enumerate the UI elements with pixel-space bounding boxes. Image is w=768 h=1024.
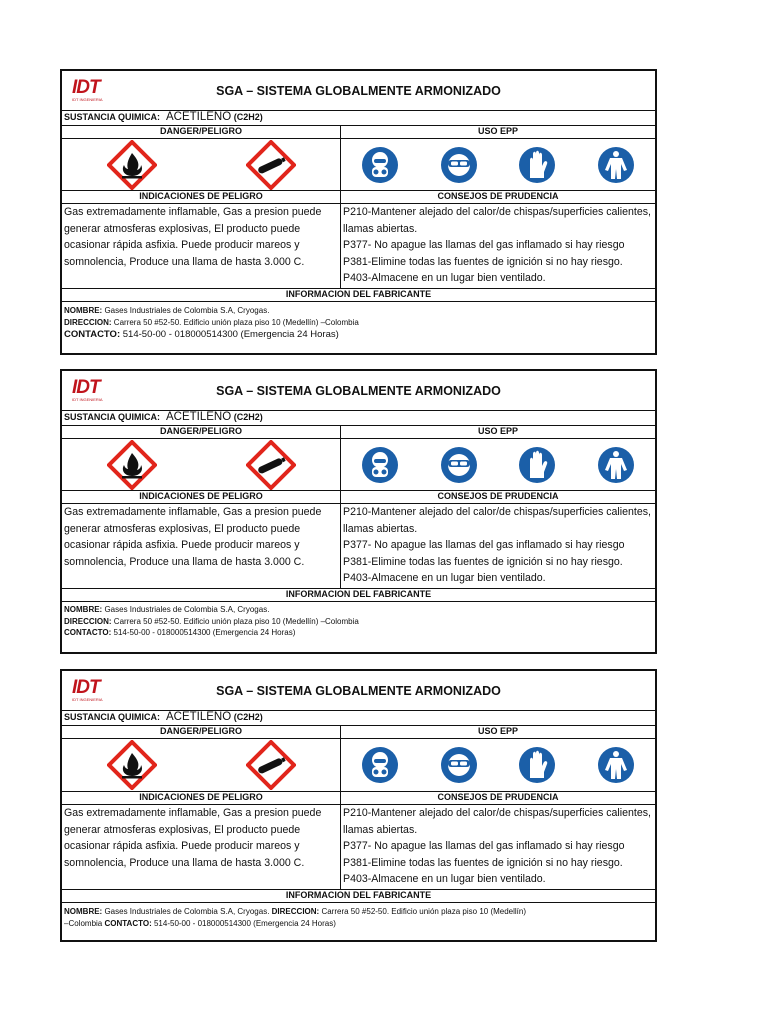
hazard-header: INDICACIONES DE PELIGRO (62, 491, 341, 503)
label-title: SGA – SISTEMA GLOBALMENTE ARMONIZADO (216, 683, 501, 698)
advice-item: P377- No apague las llamas del gas inflamado si hay riesgo (343, 239, 625, 252)
respirator-icon (362, 747, 398, 783)
contacto-value: 514-50-00 - 018000514300 (Emergencia 24 Horas) (153, 919, 336, 928)
ppe-icons (341, 739, 655, 791)
flame-pictogram-icon (107, 740, 157, 790)
direccion-label: DIRECCION: (64, 616, 112, 626)
substance-name: ACETILENO (166, 111, 232, 123)
substance-label: SUSTANCIA QUIMICA: (64, 112, 160, 122)
ghs-pictograms (62, 739, 340, 791)
maker-header: INFORMACION DEL FABRICANTE (62, 289, 655, 302)
idt-logo (62, 371, 172, 410)
sga-label-1 (60, 69, 657, 355)
flame-pictogram-icon (107, 140, 157, 190)
direccion-value: Carrera 50 #52-50. Edificio unión plaza piso 10 (Medellín) –Colombia (113, 616, 359, 626)
epp-header: USO EPP (477, 726, 518, 736)
advice-list (341, 504, 655, 588)
advice-item: P377- No apague las llamas del gas inflamado si hay riesgo (343, 539, 625, 552)
maker-header: INFORMACION DEL FABRICANTE (62, 890, 655, 903)
ppe-icons (341, 139, 655, 190)
danger-header: DANGER/PELIGRO (62, 126, 341, 138)
hazard-text: Gas extremadamente inflamable, Gas a presion puede generar atmosferas explosivas, El producto puede ocasionar rápida asfixia. Puede producir mareos y somnolencia, Produce una llama de hasta 3.000 C. (62, 504, 341, 588)
nombre-value: Gases Industriales de Colombia S.A, Cryogas. (104, 605, 270, 614)
advice-item: P210-Mantener alejado del calor/de chispas/superficies calientes, llamas abiertas. (343, 506, 651, 535)
gas-cylinder-pictogram-icon (246, 140, 296, 190)
label-header (62, 71, 655, 111)
flame-pictogram-icon (107, 440, 157, 490)
substance-name: ACETILENO (166, 411, 232, 423)
advice-item: P210-Mantener alejado del calor/de chispas/superficies calientes, llamas abiertas. (343, 206, 651, 235)
hazard-text: Gas extremadamente inflamable, Gas a presion puede generar atmosferas explosivas, El producto puede ocasionar rápida asfixia. Puede producir mareos y somnolencia, Produce una llama de hasta 3.000 C. (62, 805, 341, 889)
ghs-pictograms (62, 139, 340, 190)
nombre-value: Gases Industriales de Colombia S.A, Cryogas. (104, 306, 270, 315)
advice-list (341, 204, 655, 288)
coverall-icon (598, 747, 634, 783)
advice-header: CONSEJOS DE PRUDENCIA (437, 491, 559, 501)
idt-logo (62, 71, 172, 110)
advice-item: P403-Almacene en un lugar bien ventilado. (343, 272, 546, 285)
danger-header: DANGER/PELIGRO (62, 426, 341, 438)
maker-info (62, 602, 655, 652)
direccion-value: Carrera 50 #52-50. Edificio unión plaza piso 10 (Medellín) –Colombia (113, 318, 359, 327)
respirator-icon (362, 447, 398, 483)
gas-cylinder-pictogram-icon (246, 440, 296, 490)
maker-info (62, 903, 655, 940)
advice-item: P381-Elimine todas las fuentes de ignición si no hay riesgo. (343, 555, 623, 568)
advice-item: P377- No apague las llamas del gas inflamado si hay riesgo (343, 840, 625, 853)
substance-row (62, 711, 655, 726)
contacto-value: 514-50-00 - 018000514300 (Emergencia 24 Horas) (122, 329, 339, 340)
danger-header: DANGER/PELIGRO (62, 726, 341, 738)
sga-label-3 (60, 669, 657, 942)
logo-mark: IDT (72, 77, 100, 98)
hazard-header: INDICACIONES DE PELIGRO (62, 792, 341, 804)
safety-goggles-icon (441, 447, 477, 483)
gloves-icon (519, 747, 555, 783)
ghs-pictograms (62, 439, 340, 490)
advice-header: CONSEJOS DE PRUDENCIA (437, 191, 559, 201)
safety-goggles-icon (441, 147, 477, 183)
label-title: SGA – SISTEMA GLOBALMENTE ARMONIZADO (216, 83, 501, 98)
gas-cylinder-pictogram-icon (246, 740, 296, 790)
substance-formula: (C2H2) (233, 112, 263, 122)
sga-label-2 (60, 369, 657, 654)
gloves-icon (519, 447, 555, 483)
label-header (62, 671, 655, 711)
hazard-header: INDICACIONES DE PELIGRO (62, 191, 341, 203)
advice-item: P403-Almacene en un lugar bien ventilado. (343, 873, 546, 886)
contacto-label: CONTACTO: (64, 628, 112, 637)
advice-item: P381-Elimine todas las fuentes de ignición si no hay riesgo. (343, 255, 623, 268)
coverall-icon (598, 447, 634, 483)
substance-formula: (C2H2) (233, 412, 263, 422)
direccion-label: DIRECCION: (64, 318, 112, 327)
direccion-label: DIRECCION: (271, 907, 320, 916)
advice-list (341, 805, 655, 889)
contacto-value: 514-50-00 - 018000514300 (Emergencia 24 Horas) (113, 628, 296, 637)
advice-item: P210-Mantener alejado del calor/de chispas/superficies calientes, llamas abiertas. (343, 807, 651, 836)
substance-row (62, 411, 655, 426)
gloves-icon (519, 147, 555, 183)
direccion-country: –Colombia (64, 919, 103, 928)
nombre-label: NOMBRE: (64, 907, 103, 916)
contacto-label: CONTACTO: (64, 329, 121, 340)
advice-header: CONSEJOS DE PRUDENCIA (437, 792, 559, 802)
substance-label: SUSTANCIA QUIMICA: (64, 412, 160, 422)
substance-formula: (C2H2) (233, 712, 263, 722)
epp-header: USO EPP (477, 426, 518, 436)
direccion-value: Carrera 50 #52-50. Edificio unión plaza piso 10 (Medellín) (321, 907, 527, 916)
logo-mark: IDT (72, 677, 100, 698)
logo-subtitle: IDT INGENIERIA (72, 397, 103, 402)
substance-name: ACETILENO (166, 711, 232, 723)
contacto-label: CONTACTO: (104, 919, 152, 928)
ppe-icons (341, 439, 655, 490)
idt-logo (62, 671, 172, 710)
nombre-label: NOMBRE: (64, 605, 103, 614)
advice-item: P403-Almacene en un lugar bien ventilado. (343, 572, 546, 585)
maker-header: INFORMACION DEL FABRICANTE (62, 589, 655, 602)
nombre-label: NOMBRE: (64, 306, 103, 315)
logo-mark: IDT (72, 377, 100, 398)
substance-row (62, 111, 655, 126)
logo-subtitle: IDT INGENIERIA (72, 697, 103, 702)
maker-info (62, 302, 655, 353)
safety-goggles-icon (441, 747, 477, 783)
label-header (62, 371, 655, 411)
label-title: SGA – SISTEMA GLOBALMENTE ARMONIZADO (216, 383, 501, 398)
respirator-icon (362, 147, 398, 183)
logo-subtitle: IDT INGENIERIA (72, 97, 103, 102)
hazard-text: Gas extremadamente inflamable, Gas a presion puede generar atmosferas explosivas, El producto puede ocasionar rápida asfixia. Puede producir mareos y somnolencia, Produce una llama de hasta 3.000 C. (62, 204, 341, 288)
nombre-value: Gases Industriales de Colombia S.A, Cryogas. (104, 907, 270, 916)
epp-header: USO EPP (477, 126, 518, 136)
substance-label: SUSTANCIA QUIMICA: (64, 712, 160, 722)
coverall-icon (598, 147, 634, 183)
advice-item: P381-Elimine todas las fuentes de ignición si no hay riesgo. (343, 856, 623, 869)
